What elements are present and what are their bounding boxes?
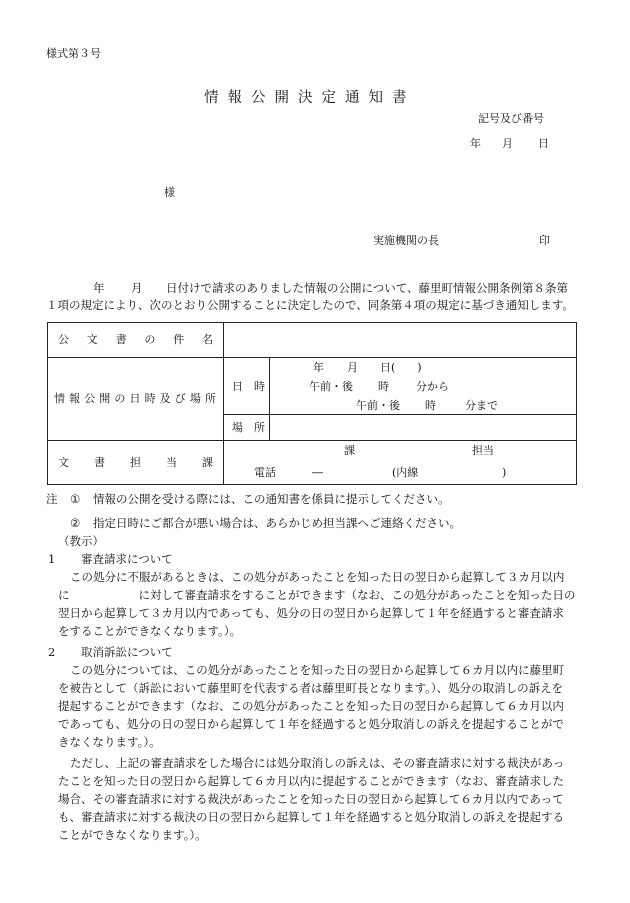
section-2-line: ことができなくなります。）。	[58, 828, 207, 842]
addressee-suffix: 様	[164, 186, 175, 199]
place-label: 場 所	[232, 421, 265, 434]
notes-prefix: 注	[46, 492, 58, 506]
table-border	[223, 414, 577, 415]
section-1-line: に に対して審査請求をすることができます（なお、この処分があったことを知った日の	[58, 588, 576, 602]
section-suffix: 課	[344, 444, 355, 457]
section-2-title: 取消訴訟について	[81, 645, 173, 659]
date-year: 年	[470, 137, 481, 150]
date-month: 月	[502, 137, 513, 150]
extension-close: )	[502, 466, 507, 479]
section-2-line: 提起することができます（なお、この処分があったことを知った日の翌日から起算して６カ月以内	[58, 699, 564, 713]
section-2-line: 場合、その審査請求に対する裁決があったことを知った日の翌日から起算して６カ月以内であって	[58, 792, 564, 806]
dt-day-weekday: 日( )	[380, 361, 422, 374]
table-border	[47, 357, 577, 358]
dt-month: 月	[347, 361, 358, 374]
table-border	[47, 440, 577, 441]
section-2-line: を被告として（訴訟において藤里町を代表する者は藤里町長となります。）、処分の取消しの訴えを	[58, 681, 564, 695]
section-1-number: 1	[48, 552, 56, 566]
section-1-title: 審査請求について	[81, 552, 173, 566]
table-border	[47, 322, 577, 323]
section-2-line: この処分については、この処分があったことを知った日の翌日から起算して６カ月以内に藤里町	[70, 663, 565, 677]
date-day: 日	[538, 137, 549, 150]
section-1-line: この処分に不服があるときは、この処分があったことを知った日の翌日から起算して３カ月以内	[70, 570, 565, 584]
section-2-line: ただし、上記の審査請求をした場合には処分取消しの訴えは、その審査請求に対する裁決があっ	[70, 756, 565, 770]
extension-open: (内線	[392, 466, 419, 479]
section-1-line: 翌日から起算して３カ月以内であっても、処分の日の翌日から起算して１年を経過すると審査請求	[58, 606, 564, 620]
table-border	[47, 484, 577, 485]
end-hour: 時	[425, 399, 436, 412]
doc-name-label: 公 文 書 の 件 名	[58, 333, 213, 346]
issuer-label: 実施機関の長	[373, 234, 439, 247]
datetime-label: 日 時	[232, 380, 265, 393]
intro-year: 年	[93, 281, 105, 295]
start-minute: 分から	[416, 380, 449, 393]
intro-line-1: 日付けで請求のありました情報の公開について、藤里町情報公開条例第８条第	[166, 281, 569, 295]
note-1-mark: ①	[70, 492, 81, 506]
staff-section-label: 文 書 担 当 課	[58, 456, 213, 469]
phone-label: 電話	[254, 466, 276, 479]
start-hour: 時	[378, 380, 389, 393]
section-2-line: たことを知った日の翌日から起算して６カ月以内に提起することができます（なお、審査請求した	[58, 774, 564, 788]
phone-dash: ―	[312, 466, 323, 479]
note-2-mark: ②	[70, 516, 81, 530]
table-border	[223, 322, 224, 485]
dt-year: 年	[313, 361, 324, 374]
end-ampm: 午前・後	[356, 399, 400, 412]
instruction-header: （教示）	[58, 534, 104, 548]
intro-line-2: １項の規定により、次のとおり公開することに決定したので、同条第４項の規定に基づき通知します。	[46, 298, 574, 312]
intro-month: 月	[131, 281, 143, 295]
section-2-line: きなくなります。）。	[58, 735, 161, 749]
form-number: 様式第３号	[46, 47, 101, 60]
page-title: 情報公開決定通知書	[204, 90, 416, 106]
note-1: 情報の公開を受ける際には、この通知書を係員に提示してください。	[93, 492, 450, 506]
seal-mark: 印	[539, 234, 550, 247]
section-2-line: であっても、処分の日の翌日から起算して１年を経過すると処分取消しの訴えを提起することがで	[58, 717, 564, 731]
end-minute: 分まで	[465, 399, 498, 412]
note-2: 指定日時にご都合が悪い場合は、あらかじめ担当課へご連絡ください。	[93, 516, 461, 530]
section-1-line: をすることができなくなります。）。	[58, 624, 242, 638]
person-in-charge-label: 担当	[472, 444, 494, 457]
table-border	[269, 357, 270, 441]
section-2-line: も、審査請求に対する裁決の日の翌日から起算して１年を経過すると処分取消しの訴えを提起する	[58, 810, 564, 824]
section-2-number: 2	[48, 645, 56, 659]
table-border	[47, 322, 48, 485]
table-border	[576, 322, 577, 485]
start-ampm: 午前・後	[309, 380, 353, 393]
symbol-number-label: 記号及び番号	[478, 112, 544, 125]
datetime-place-label: 情 報 公 開 の 日 時 及 び 場 所	[54, 392, 216, 405]
